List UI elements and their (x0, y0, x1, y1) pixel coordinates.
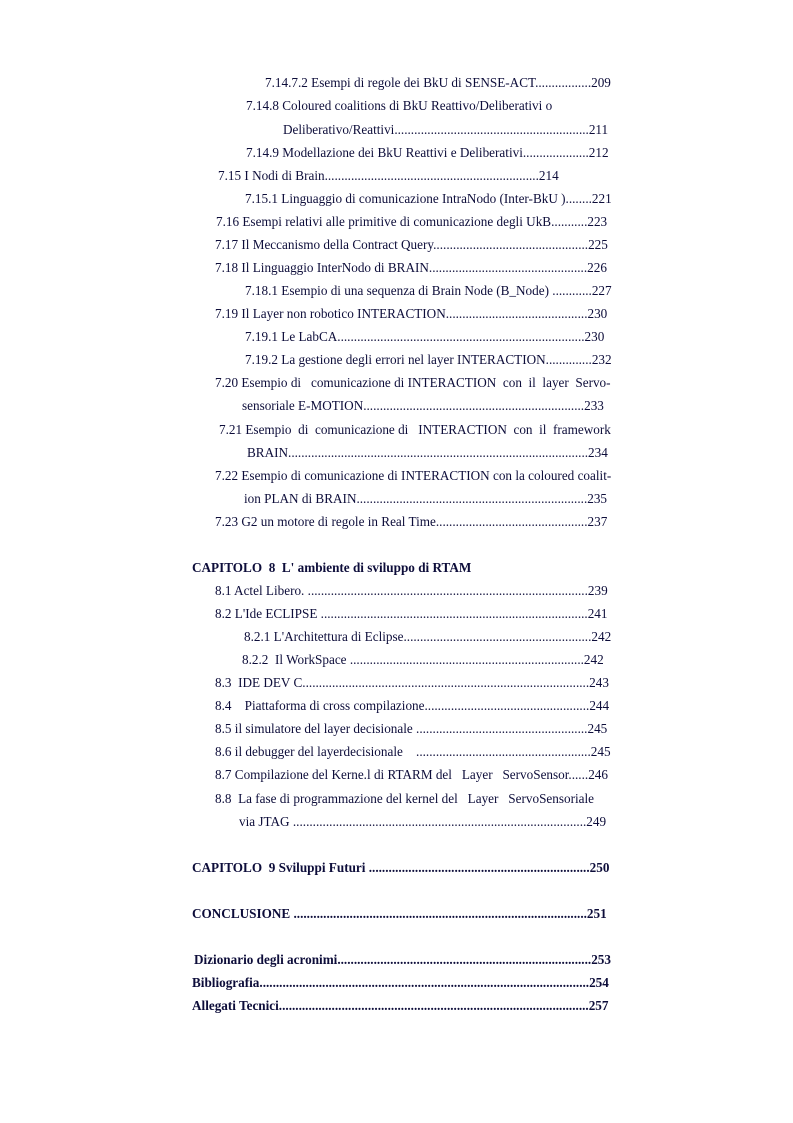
toc-entry: 8.4 Piattaforma di cross compilazione..................................................244 (215, 698, 610, 713)
toc-entry: 8.2 L'Ide ECLIPSE .................................................................................241 (215, 606, 608, 621)
toc-entry: 7.19.1 Le LabCA...........................................................................230 (245, 329, 605, 344)
toc-entry: 8.8 La fase di programmazione del kernel del Layer ServoSensoriale (215, 791, 594, 806)
toc-entry: 7.15 I Nodi di Brain.................................................................214 (218, 168, 559, 183)
toc-entry: 8.2.1 L'Architettura di Eclipse.........................................................242 (244, 629, 612, 644)
toc-entry: 7.16 Esempi relativi alle primitive di comunicazione degli UkB...........223 (216, 214, 608, 229)
toc-entry: 7.19.2 La gestione degli errori nel layer INTERACTION..............232 (245, 352, 612, 367)
toc-entry: 7.14.8 Coloured coalitions di BkU Reattivo/Deliberativi o (246, 98, 553, 113)
chapter-heading: CAPITOLO 8 L' ambiente di sviluppo di RTAM (192, 560, 472, 575)
chapter-heading: Allegati Tecnici..............................................................................................257 (192, 998, 609, 1013)
toc-entry: 7.20 Esempio di comunicazione di INTERACTION con il layer Servo- (215, 375, 611, 390)
toc-entry: 7.18.1 Esempio di una sequenza di Brain Node (B_Node) ............227 (245, 283, 612, 298)
toc-entry: ion PLAN di BRAIN......................................................................235 (244, 491, 608, 506)
toc-entry: 7.14.9 Modellazione dei BkU Reattivi e Deliberativi....................212 (246, 145, 609, 160)
chapter-heading: CONCLUSIONE .........................................................................................251 (192, 906, 607, 921)
toc-entry: via JTAG .........................................................................................249 (239, 814, 607, 829)
toc-entry: 7.18 Il Linguaggio InterNodo di BRAIN................................................226 (215, 260, 607, 275)
chapter-heading: CAPITOLO 9 Sviluppi Futuri ...................................................................250 (192, 860, 610, 875)
toc-entry: 8.6 il debugger del layerdecisionale .....................................................245 (215, 744, 611, 759)
chapter-heading: Dizionario degli acronimi.............................................................................253 (194, 952, 611, 967)
toc-entry: sensoriale E-MOTION...................................................................233 (242, 398, 604, 413)
toc-entry: 8.1 Actel Libero. .....................................................................................239 (215, 583, 608, 598)
toc-entry: 8.3 IDE DEV C.......................................................................................243 (215, 675, 609, 690)
chapter-heading: Bibliografia....................................................................................................254 (192, 975, 609, 990)
toc-entry: 7.22 Esempio di comunicazione di INTERACTION con la coloured coalit- (215, 468, 612, 483)
toc-entry: 7.23 G2 un motore di regole in Real Time..............................................237 (215, 514, 608, 529)
toc-entry: 7.15.1 Linguaggio di comunicazione IntraNodo (Inter-BkU )........221 (245, 191, 612, 206)
toc-entry: BRAIN...........................................................................................234 (247, 445, 608, 460)
toc-entry: 8.7 Compilazione del Kerne.l di RTARM del Layer ServoSensor......246 (215, 767, 608, 782)
toc-entry: 7.17 Il Meccanismo della Contract Query...............................................225 (215, 237, 608, 252)
toc-entry: 7.19 Il Layer non robotico INTERACTION...........................................230 (215, 306, 608, 321)
toc-entry: Deliberativo/Reattivi...........................................................211 (283, 122, 609, 137)
toc-entry: 7.21 Esempio di comunicazione di INTERACTION con il framework (219, 422, 611, 437)
toc-entry: 8.5 il simulatore del layer decisionale ....................................................245 (215, 721, 608, 736)
toc-entry: 7.14.7.2 Esempi di regole dei BkU di SENSE-ACT.................209 (265, 75, 611, 90)
toc-entry: 8.2.2 Il WorkSpace .......................................................................242 (242, 652, 604, 667)
